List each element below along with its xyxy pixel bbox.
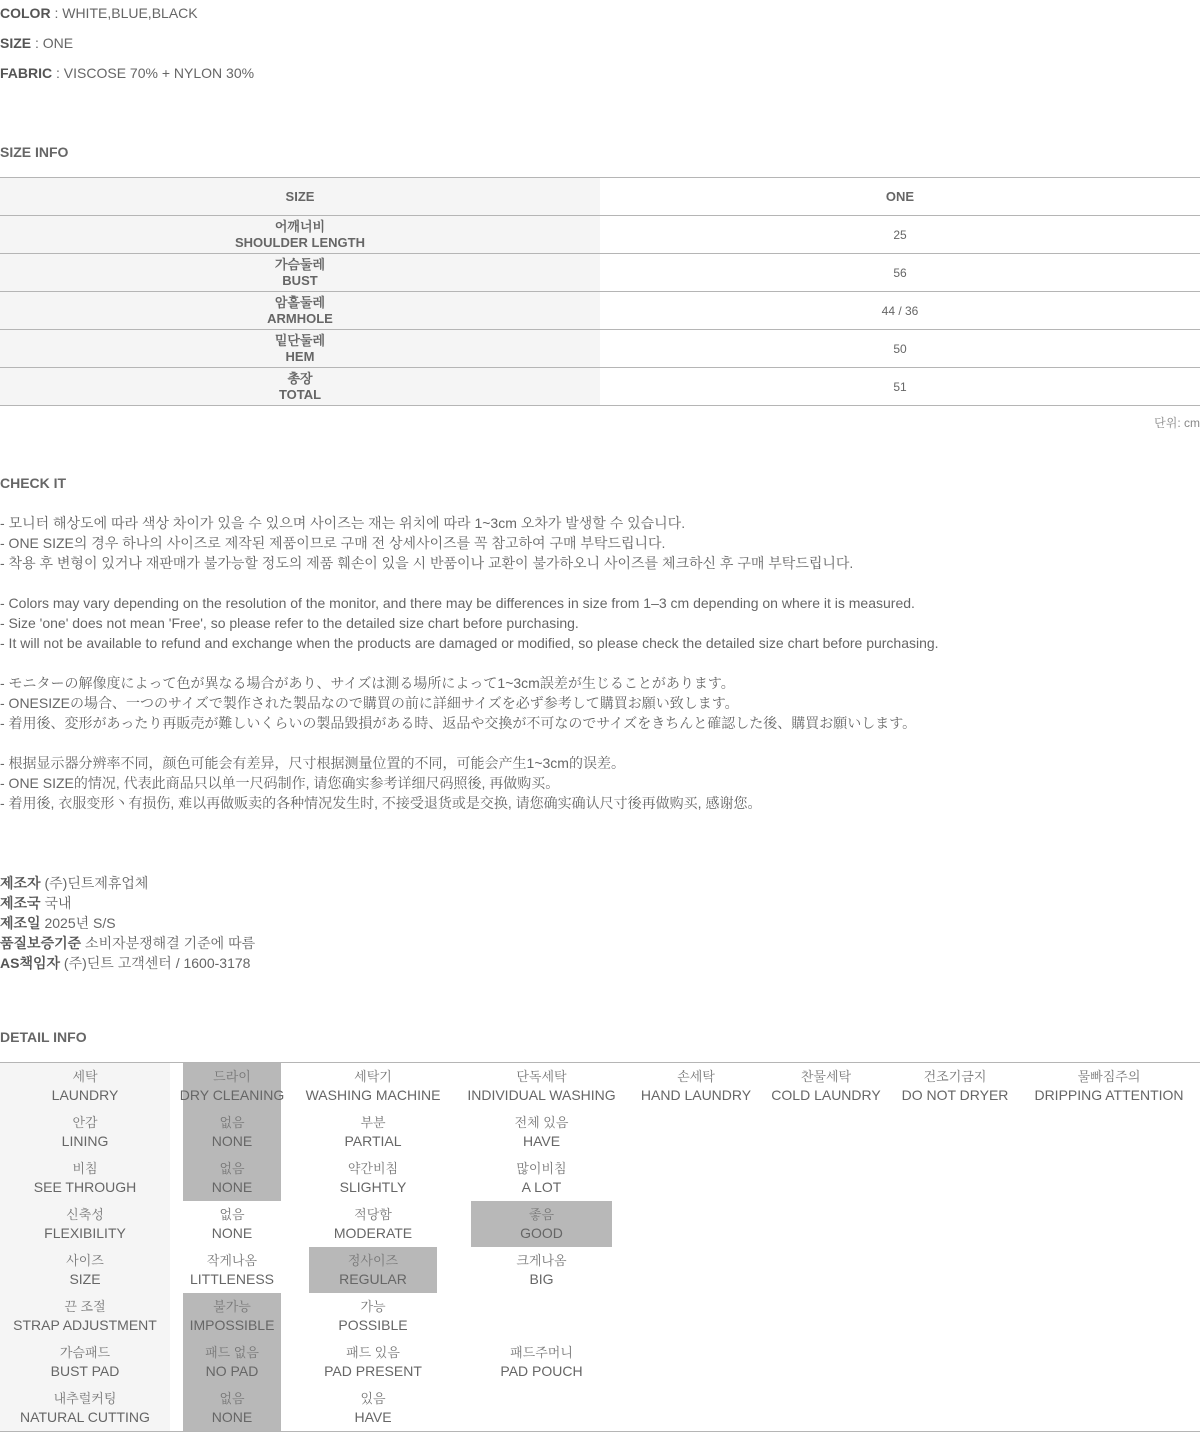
detail-option <box>309 1339 437 1385</box>
detail-text-en: PARTIAL <box>344 1133 402 1149</box>
note-line: - Size 'one' does not mean 'Free', so please refer to the detailed size chart before purchasing. <box>0 615 579 631</box>
detail-option-selected <box>183 1385 281 1431</box>
mfr-key: 품질보증기준 <box>0 935 82 951</box>
detail-row-label <box>0 1385 170 1431</box>
detail-text-en: DRIPPING ATTENTION <box>1034 1087 1184 1103</box>
detail-text-en: GOOD <box>520 1225 563 1241</box>
detail-row-label <box>0 1247 170 1293</box>
size-label-ko: 어깨너비 <box>274 218 326 234</box>
spec-size <box>0 35 73 51</box>
detail-text-en: REGULAR <box>339 1271 407 1287</box>
size-row <box>0 216 1200 254</box>
note-line: - ONESIZEの場合、一つのサイズで製作された製品なので購買の前に詳細サイズを必ず参考して購買お願い致します。 <box>0 695 739 711</box>
detail-text-en: SIZE <box>69 1271 101 1287</box>
detail-text-ko: 전체 있음 <box>514 1115 569 1130</box>
detail-row-label <box>0 1201 170 1247</box>
size-row-label <box>0 254 600 291</box>
detail-option <box>467 1063 616 1109</box>
mfr-key: AS책임자 <box>0 955 61 971</box>
detail-text-en: A LOT <box>521 1179 562 1195</box>
detail-text-ko: 비침 <box>72 1161 98 1176</box>
detail-option <box>309 1155 437 1201</box>
detail-text-en: FLEXIBILITY <box>44 1225 126 1241</box>
detail-text-en: WASHING MACHINE <box>305 1087 441 1103</box>
size-table-header <box>0 178 1200 216</box>
detail-text-en: LINING <box>61 1133 109 1149</box>
mfr-value: 2025년 S/S <box>44 915 116 931</box>
spec-fabric <box>0 65 254 81</box>
detail-text-ko: 없음 <box>219 1207 245 1222</box>
size-row-label <box>0 368 600 405</box>
size-info-title: SIZE INFO <box>0 144 69 160</box>
detail-text-ko: 세탁 <box>72 1069 98 1084</box>
detail-option <box>897 1063 1013 1109</box>
detail-text-ko: 부분 <box>360 1115 386 1130</box>
detail-option <box>471 1247 612 1293</box>
detail-text-ko: 작게나옴 <box>206 1253 258 1268</box>
size-row-label <box>0 216 600 253</box>
detail-row-label <box>0 1109 170 1155</box>
detail-text-ko: 크게나옴 <box>516 1253 567 1268</box>
note-line: - 根据显示器分辨率不同，颜色可能会有差异，尺寸根据测量位置的不同，可能会产生1~3cm的误差。 <box>0 755 625 771</box>
detail-text-en: COLD LAUNDRY <box>771 1087 881 1103</box>
detail-text-ko: 손세탁 <box>677 1069 715 1084</box>
detail-text-ko: 패드 있음 <box>346 1345 400 1360</box>
mfr-value: 소비자분쟁해결 기준에 따름 <box>85 935 256 951</box>
detail-text-en: NONE <box>211 1133 253 1149</box>
detail-row-label <box>0 1293 170 1339</box>
detail-text-en: LAUNDRY <box>51 1087 119 1103</box>
size-label-ko: 밑단둘레 <box>274 332 326 348</box>
detail-text-ko: 물빠짐주의 <box>1077 1069 1141 1084</box>
detail-text-en: POSSIBLE <box>338 1317 408 1333</box>
detail-text-en: NO PAD <box>205 1363 259 1379</box>
spec-sep: : <box>50 5 63 21</box>
check-it-notes <box>0 513 939 813</box>
note-line: - Colors may vary depending on the resolution of the monitor, and there may be differences in size from 1–3 cm depending on where it is measured. <box>0 595 915 611</box>
size-table <box>0 177 1200 406</box>
detail-text-en: HAVE <box>354 1409 392 1425</box>
spec-sep: : <box>31 35 43 51</box>
detail-text-ko: 없음 <box>219 1161 245 1176</box>
spec-key: COLOR <box>0 5 51 21</box>
detail-text-ko: 패드 없음 <box>205 1345 259 1360</box>
mfr-value: 국내 <box>44 895 72 911</box>
detail-option <box>471 1155 612 1201</box>
detail-text-en: MODERATE <box>333 1225 413 1241</box>
manufacturer-info <box>0 873 255 973</box>
detail-text-ko: 건조기금지 <box>923 1069 987 1084</box>
detail-text-en: INDIVIDUAL WASHING <box>467 1087 616 1103</box>
detail-text-ko: 있음 <box>360 1391 386 1406</box>
check-it-title: CHECK IT <box>0 475 67 491</box>
detail-text-en: IMPOSSIBLE <box>189 1317 275 1333</box>
mfr-line <box>0 933 255 953</box>
detail-option-selected <box>471 1201 612 1247</box>
detail-text-en: BIG <box>529 1271 554 1287</box>
detail-option-selected <box>183 1293 281 1339</box>
detail-text-ko: 사이즈 <box>66 1253 104 1268</box>
detail-text-en: SEE THROUGH <box>33 1179 137 1195</box>
detail-text-ko: 내추럴커팅 <box>53 1391 117 1406</box>
detail-text-en: HAND LAUNDRY <box>640 1087 752 1103</box>
mfr-line <box>0 913 255 933</box>
size-header-label: SIZE <box>0 178 600 215</box>
size-row <box>0 254 1200 292</box>
note-line: - It will not be available to refund and exchange when the products are damaged or modified, so please check the detailed size chart before purchasing. <box>0 635 939 651</box>
detail-info-title: DETAIL INFO <box>0 1029 87 1045</box>
detail-text-en: LITTLENESS <box>189 1271 275 1287</box>
detail-option <box>183 1247 281 1293</box>
detail-option <box>309 1201 437 1247</box>
size-label-en: ARMHOLE <box>267 310 333 326</box>
detail-option <box>471 1339 612 1385</box>
size-row <box>0 330 1200 368</box>
detail-option <box>471 1109 612 1155</box>
detail-text-ko: 세탁기 <box>354 1069 392 1084</box>
size-row-value: 25 <box>893 227 907 242</box>
size-row <box>0 292 1200 330</box>
detail-text-ko: 찬물세탁 <box>800 1069 852 1084</box>
detail-text-en: SLIGHTLY <box>339 1179 407 1195</box>
size-row-value: 44 / 36 <box>881 303 919 318</box>
detail-option-selected <box>183 1155 281 1201</box>
note-line: - 착용 후 변형이 있거나 재판매가 불가능할 정도의 제품 훼손이 있을 시 반품이나 교환이 불가하오니 사이즈를 체크하신 후 구매 부탁드립니다. <box>0 555 854 571</box>
detail-text-ko: 많이비침 <box>516 1161 567 1176</box>
mfr-key: 제조자 <box>0 875 41 891</box>
detail-row-label <box>0 1339 170 1385</box>
detail-option <box>309 1385 437 1431</box>
detail-text-en: NONE <box>211 1409 253 1425</box>
detail-info-grid <box>0 1062 1200 1432</box>
detail-text-ko: 불가능 <box>213 1299 251 1314</box>
detail-option-selected <box>183 1109 281 1155</box>
detail-text-en: STRAP ADJUSTMENT <box>13 1317 157 1333</box>
note-spacer <box>0 653 939 673</box>
detail-text-ko: 안감 <box>72 1115 98 1130</box>
detail-text-ko: 끈 조절 <box>64 1299 106 1314</box>
detail-text-ko: 가능 <box>360 1299 386 1314</box>
detail-text-ko: 좋음 <box>528 1207 555 1222</box>
detail-option <box>305 1063 441 1109</box>
mfr-key: 제조국 <box>0 895 41 911</box>
detail-option-selected <box>309 1247 437 1293</box>
detail-text-ko: 약간비침 <box>347 1161 399 1176</box>
detail-text-ko: 적당함 <box>354 1207 392 1222</box>
spec-value: WHITE,BLUE,BLACK <box>62 5 198 21</box>
size-label-ko: 총장 <box>287 370 313 386</box>
detail-text-en: NONE <box>211 1225 253 1241</box>
detail-option-selected <box>179 1063 285 1109</box>
size-label-ko: 가슴둘레 <box>274 256 326 272</box>
size-label-ko: 암홀둘레 <box>274 294 326 310</box>
size-row-value: 50 <box>893 341 907 356</box>
size-header-value: ONE <box>885 189 915 204</box>
detail-text-ko: 신축성 <box>66 1207 104 1222</box>
size-row-label <box>0 330 600 367</box>
detail-option <box>767 1063 885 1109</box>
note-spacer <box>0 733 939 753</box>
mfr-line <box>0 953 255 973</box>
size-unit-note: 단위: cm <box>1154 416 1200 430</box>
size-label-en: SHOULDER LENGTH <box>235 234 365 250</box>
note-line: - 着用後, 衣服变形丶有损伤, 难以再做贩卖的各种情况发生时, 不接受退货或是交换, 请您确实确认尺寸後再做购买, 感谢您。 <box>0 795 762 811</box>
detail-text-en: NONE <box>211 1179 253 1195</box>
detail-option <box>640 1063 752 1109</box>
detail-option <box>309 1109 437 1155</box>
mfr-value: (주)딘트제휴업체 <box>44 875 149 891</box>
spec-key: FABRIC <box>0 65 53 81</box>
note-spacer <box>0 573 939 593</box>
note-line: - モニターの解像度によって色が異なる場合があり、サイズは測る場所によって1~3cm誤差が生じることがあります。 <box>0 675 735 691</box>
note-line: - ONE SIZE의 경우 하나의 사이즈로 제작된 제품이므로 구매 전 상세사이즈를 꼭 참고하여 구매 부탁드립니다. <box>0 535 666 551</box>
detail-text-ko: 드라이 <box>213 1069 251 1084</box>
note-line: - ONE SIZE的情况, 代表此商品只以单一尺码制作, 请您确实参考详细尺码照後, 再做购买。 <box>0 775 560 791</box>
size-label-en: TOTAL <box>278 386 322 402</box>
size-row-value: 51 <box>893 379 907 394</box>
note-line: - 모니터 해상도에 따라 색상 차이가 있을 수 있으며 사이즈는 재는 위치에 따라 1~3cm 오차가 발생할 수 있습니다. <box>0 515 686 531</box>
size-row-label <box>0 292 600 329</box>
spec-sep: : <box>52 65 64 81</box>
detail-text-en: BUST PAD <box>50 1363 120 1379</box>
detail-text-en: HAVE <box>522 1133 561 1149</box>
size-row-value: 56 <box>893 265 907 280</box>
detail-text-ko: 패드주머니 <box>510 1345 573 1360</box>
detail-row-label <box>0 1063 170 1109</box>
mfr-value: (주)딘트 고객센터 / 1600-3178 <box>63 955 251 971</box>
detail-text-ko: 가슴패드 <box>59 1345 111 1360</box>
detail-text-ko: 정사이즈 <box>347 1253 399 1268</box>
detail-text-ko: 없음 <box>219 1391 245 1406</box>
detail-text-en: DRY CLEANING <box>179 1087 285 1103</box>
detail-option <box>1026 1063 1192 1109</box>
detail-option <box>309 1293 437 1339</box>
mfr-line <box>0 893 255 913</box>
mfr-line <box>0 873 255 893</box>
note-line: - 着用後、変形があったり再販売が難しいくらいの製品毀損がある時、返品や交換が不可なのでサイズをきちんと確認した後、購買お願いします。 <box>0 715 917 731</box>
detail-text-ko: 없음 <box>219 1115 245 1130</box>
detail-text-en: NATURAL CUTTING <box>20 1409 150 1425</box>
spec-value: VISCOSE 70% + NYLON 30% <box>63 65 255 81</box>
mfr-key: 제조일 <box>0 915 41 931</box>
spec-value: ONE <box>42 35 74 51</box>
detail-text-en: PAD POUCH <box>500 1363 583 1379</box>
size-label-en: HEM <box>285 348 315 364</box>
size-row <box>0 368 1200 406</box>
spec-key: SIZE <box>0 35 32 51</box>
detail-row-label <box>0 1155 170 1201</box>
detail-option <box>183 1201 281 1247</box>
detail-option-selected <box>183 1339 281 1385</box>
spec-color <box>0 5 198 21</box>
detail-text-ko: 단독세탁 <box>516 1069 567 1084</box>
detail-text-en: PAD PRESENT <box>324 1363 422 1379</box>
detail-text-en: DO NOT DRYER <box>901 1087 1009 1103</box>
size-label-en: BUST <box>282 272 318 288</box>
